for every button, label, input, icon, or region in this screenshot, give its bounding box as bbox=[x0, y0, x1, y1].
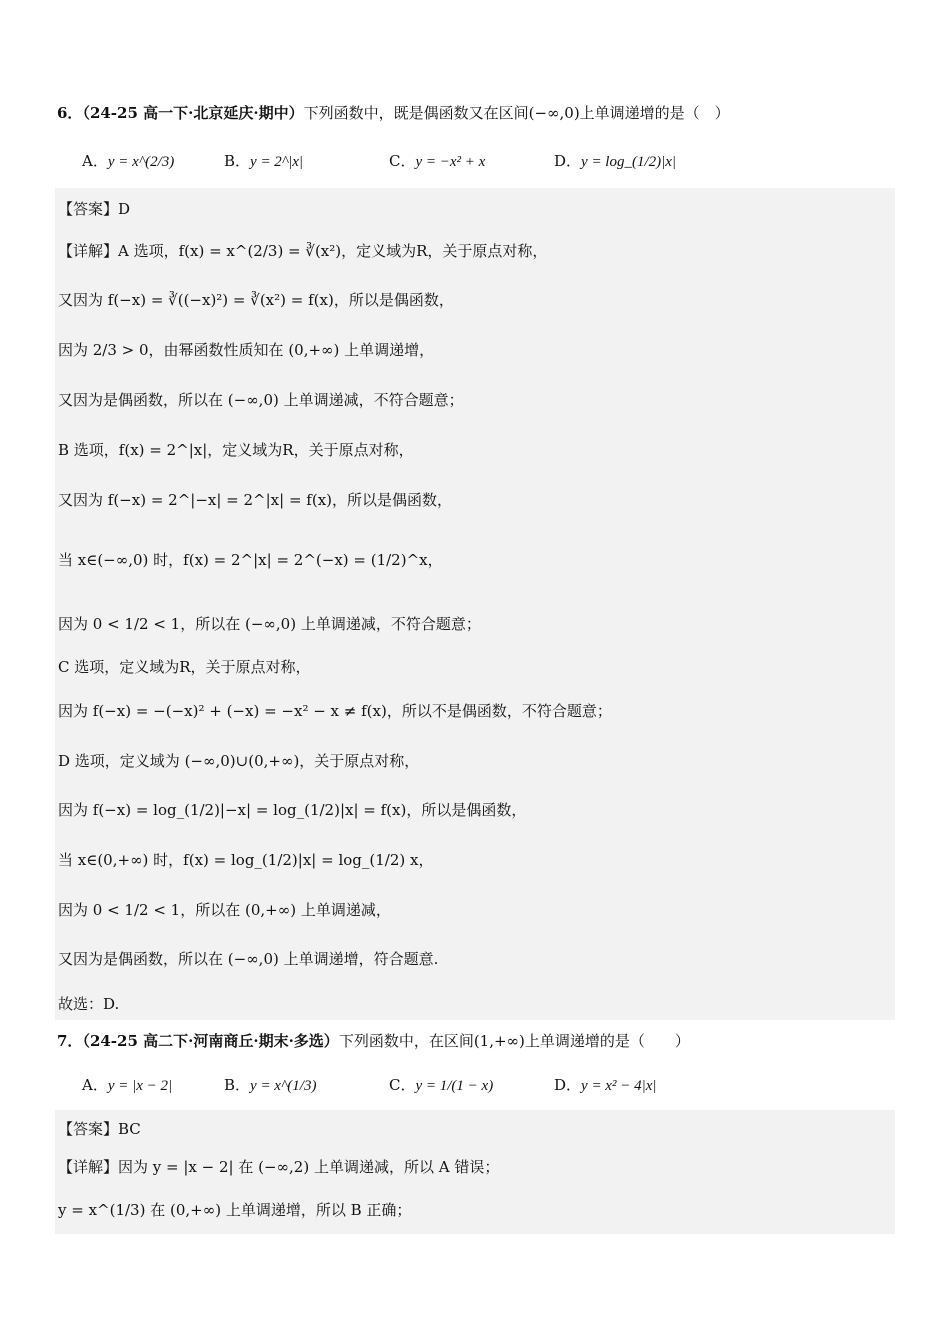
question-7-text: 下列函数中，在区间(1,+∞)上单调递增的是（ ） bbox=[338, 1032, 690, 1050]
question-6-source: （24-25 高一下·北京延庆·期中） bbox=[82, 104, 304, 122]
solution-line: 因为 f(−x) = −(−x)² + (−x) = −x² − x ≠ f(x)，所以不是偶函数，不符合题意； bbox=[58, 702, 612, 720]
solution-line: 又因为 f(−x) = 2^|−x| = 2^|x| = f(x)，所以是偶函数， bbox=[58, 491, 453, 509]
solution-line: 又因为 f(−x) = ∛((−x)²) = ∛(x²) = f(x)，所以是偶函数， bbox=[58, 291, 454, 309]
option-d[interactable]: D．y = log_(1/2)|x| bbox=[554, 152, 677, 170]
solution-line: 因为 2/3 > 0，由幂函数性质知在 (0,+∞) 上单调递增， bbox=[58, 341, 435, 359]
solution-line: 因为 f(−x) = log_(1/2)|−x| = log_(1/2)|x| = f(x)，所以是偶函数， bbox=[58, 801, 527, 819]
solution-line: 【详解】A 选项，f(x) = x^(2/3) = ∛(x²)，定义域为R，关于原点对称， bbox=[58, 242, 548, 260]
solution-line: y = x^(1/3) 在 (0,+∞) 上单调递增，所以 B 正确； bbox=[58, 1201, 412, 1219]
option-a[interactable]: A．y = x^(2/3) bbox=[82, 152, 175, 170]
solution-6-panel bbox=[55, 188, 895, 1020]
answer-line: 【答案】BC bbox=[58, 1120, 141, 1138]
question-6-options bbox=[82, 150, 942, 184]
solution-line: 又因为是偶函数，所以在 (−∞,0) 上单调递增，符合题意. bbox=[58, 950, 439, 968]
question-7-options bbox=[82, 1074, 942, 1108]
question-6-stem bbox=[57, 103, 730, 123]
solution-line: 【详解】因为 y = |x − 2| 在 (−∞,2) 上单调递减，所以 A 错误； bbox=[58, 1158, 500, 1176]
option-a[interactable]: A．y = |x − 2| bbox=[82, 1076, 173, 1094]
solution-line: 当 x∈(−∞,0) 时，f(x) = 2^|x| = 2^(−x) = (1/2)^x， bbox=[58, 551, 443, 569]
solution-line: D 选项，定义域为 (−∞,0)∪(0,+∞)，关于原点对称， bbox=[58, 752, 420, 770]
option-d[interactable]: D．y = x² − 4|x| bbox=[554, 1076, 657, 1094]
question-6-text: 下列函数中，既是偶函数又在区间(−∞,0)上单调递增的是（ ） bbox=[303, 104, 730, 122]
question-6-number: 6． bbox=[57, 104, 83, 122]
option-c[interactable]: C．y = −x² + x bbox=[389, 152, 486, 170]
answer-line: 【答案】D bbox=[58, 200, 131, 218]
question-7-number: 7． bbox=[57, 1032, 83, 1050]
solution-line: 又因为是偶函数，所以在 (−∞,0) 上单调递减，不符合题意； bbox=[58, 391, 464, 409]
option-c[interactable]: C．y = 1/(1 − x) bbox=[389, 1076, 494, 1094]
option-b[interactable]: B．y = 2^|x| bbox=[224, 152, 304, 170]
conclusion-line: 故选：D. bbox=[58, 995, 120, 1013]
solution-line: 因为 0 < 1/2 < 1，所以在 (0,+∞) 上单调递减， bbox=[58, 901, 391, 919]
solution-line: 因为 0 < 1/2 < 1，所以在 (−∞,0) 上单调递减，不符合题意； bbox=[58, 615, 481, 633]
question-7-source: （24-25 高二下·河南商丘·期末·多选） bbox=[82, 1032, 339, 1050]
solution-line: B 选项，f(x) = 2^|x|，定义域为R，关于原点对称， bbox=[58, 441, 414, 459]
solution-line: C 选项，定义域为R，关于原点对称， bbox=[58, 658, 311, 676]
question-7-stem bbox=[57, 1031, 690, 1051]
solution-7-panel bbox=[55, 1110, 895, 1234]
solution-line: 当 x∈(0,+∞) 时，f(x) = log_(1/2)|x| = log_(1/2) x， bbox=[58, 851, 434, 869]
option-b[interactable]: B．y = x^(1/3) bbox=[224, 1076, 317, 1094]
